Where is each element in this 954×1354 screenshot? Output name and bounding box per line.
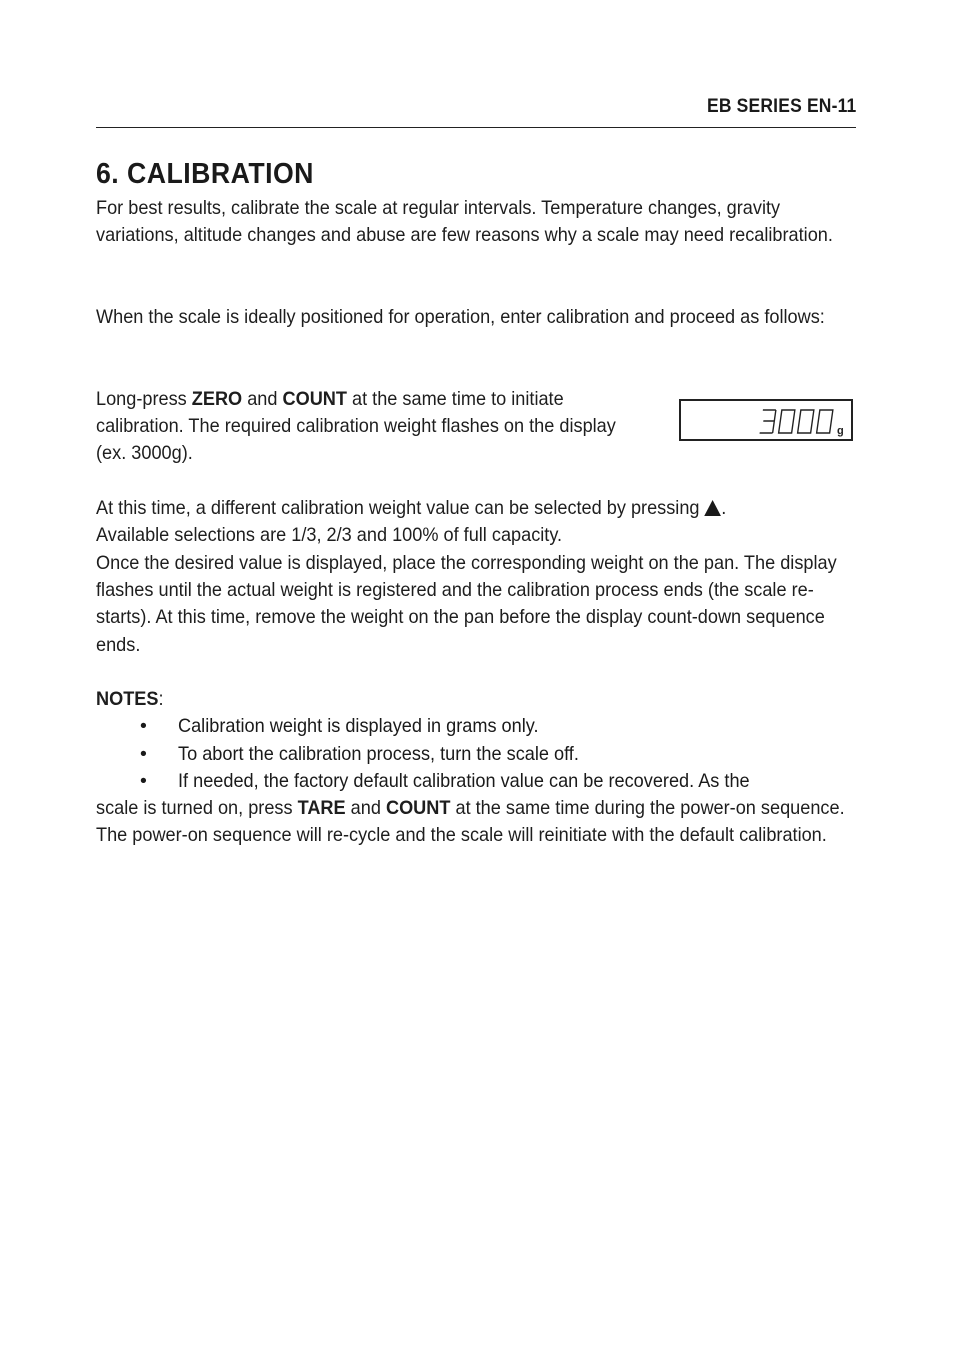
lcd-value: 3000	[681, 401, 684, 402]
up-triangle-icon	[705, 500, 722, 516]
key-count: COUNT	[282, 388, 347, 410]
enter-paragraph: When the scale is ideally positioned for operation, enter calibration and proceed as follows:	[96, 306, 825, 328]
selections-line: Available selections are 1/3, 2/3 and 100% of full capacity.	[96, 524, 563, 546]
notes-heading: NOTES:	[96, 688, 164, 710]
lcd-display	[679, 399, 853, 441]
bullet: •	[140, 715, 147, 737]
key-zero: ZERO	[191, 388, 243, 410]
bullet: •	[140, 743, 147, 765]
key-count-2: COUNT	[385, 797, 451, 819]
select-line: At this time, a different calibration weight value can be selected by pressing .	[96, 497, 727, 519]
lcd-unit: g	[837, 425, 844, 437]
lcd-display-digits	[681, 401, 851, 439]
intro-paragraph: For best results, calibrate the scale at regular intervals. Temperature changes, gravity variations, altitude changes and abuse are few reasons why a scale may need recalibration.	[96, 197, 833, 247]
page-header: EB SERIES EN-11	[706, 96, 856, 117]
longpress-paragraph: Long-press ZERO and COUNT at the same time to initiate calibration. The required calibration weight flashes on the display (ex. 3000g).	[96, 388, 616, 465]
section-title: 6. CALIBRATION	[96, 158, 314, 190]
factory-default-paragraph: scale is turned on, press TARE and COUNT at the same time during the power-on sequence. The power-on sequence will re-cycle and the scale will reinitiate with the default calibration.	[96, 797, 845, 847]
place-paragraph: Once the desired value is displayed, place the corresponding weight on the pan. The display flashes until the actual weight is registered and the calibration process ends (the scale re-starts). At this time, remove the weight on the pan before the display count-down sequence ends.	[96, 552, 837, 656]
header-rule	[96, 127, 856, 128]
bullet: •	[140, 770, 147, 792]
key-tare: TARE	[297, 797, 346, 819]
